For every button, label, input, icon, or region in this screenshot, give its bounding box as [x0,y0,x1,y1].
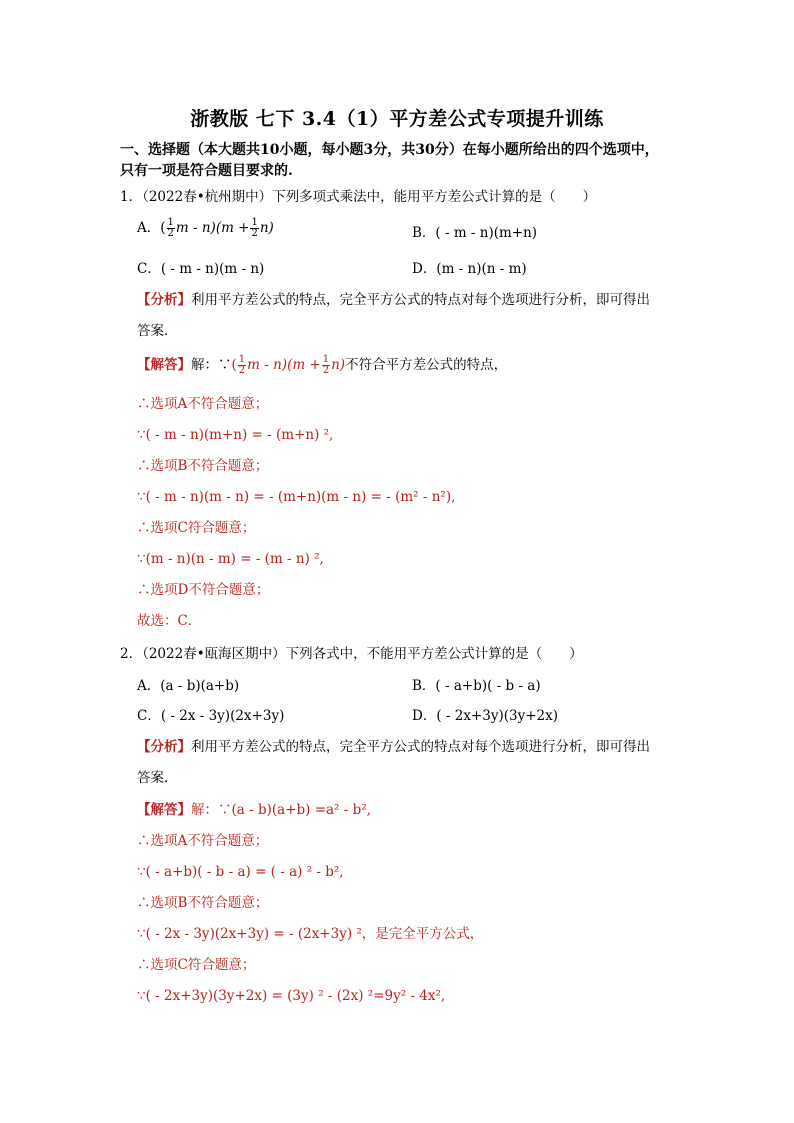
q2-answer [137,801,371,819]
q1-answer-tail: 不符合平方差公式的特点， [345,357,508,373]
section-header-line2: 只有一项是符合题目要求的. [120,163,293,179]
q1-step-1: ∴选项A不符合题意； [137,396,269,412]
q2-step-6: ∵( - 2x+3y)(3y+2x) = (3y) ² - (2x) ²=9y² - 4x², [137,988,446,1004]
q1-option-a-label: A． [137,220,161,236]
q1-step-8: 故选：C． [137,613,202,629]
q2-step-2: ∵( - a+b)( - b - a) = ( - a) ² - b², [137,864,344,880]
q2-step-5: ∴选项C符合题意； [137,957,256,973]
section-header-line1: 一、选择题（本大题共10小题，每小题3分，共30分）在每小题所给出的四个选项中， [120,142,659,158]
q2-step-4: ∵( - 2x - 3y)(2x+3y) = - (2x+3y) ²，是完全平方公式， [137,926,484,942]
q1-option-b: B．( - m - n)(m+n) [412,225,538,241]
q1-option-a-p3: n) [259,220,274,236]
q1-answer-tag: 【解答】 [137,357,191,373]
q2-option-a: A．(a - b)(a+b) [137,678,240,694]
q1-answer-intro: 解：∵ [191,357,232,373]
q1-answer-p1: ( [231,357,237,373]
q1-step-5: ∴选项C符合题意； [137,520,256,536]
q1-analysis-text-2: 答案． [137,323,178,339]
q1-option-c: C．( - m - n)(m - n) [137,261,265,277]
q1-step-6: ∵(m - n)(n - m) = - (m - n) ², [137,551,324,567]
q2-option-d: D．( - 2x+3y)(3y+2x) [412,708,558,724]
q1-answer-fraction-2: $\frac{1}{2}$ [322,354,330,376]
q2-analysis-tag: 【分析】 [137,739,191,755]
q2-answer-tag: 【解答】 [137,802,191,818]
q1-option-a-fraction: $\frac{1}{2}$ [167,217,174,239]
q1-answer-p2: m - n)(m + [247,357,321,373]
q1-option-d: D．(m - n)(n - m) [412,261,527,277]
q1-option-a-p1: ( [160,220,166,236]
q2-analysis [137,738,650,756]
q1-analysis [137,291,650,309]
q1-option-a-fraction-2: $\frac{1}{2}$ [251,217,258,239]
q2-option-c: C．( - 2x - 3y)(2x+3y) [137,708,285,724]
q2-step-3: ∴选项B不符合题意； [137,895,269,911]
q1-stem: 1．（2022春•杭州期中）下列多项式乘法中，能用平方差公式计算的是（ ） [120,189,597,205]
q1-analysis-tag: 【分析】 [137,292,191,308]
q2-step-1: ∴选项A不符合题意； [137,833,269,849]
section-header [120,140,680,182]
q1-step-3: ∴选项B不符合题意； [137,458,269,474]
q2-stem: 2．（2022春•瓯海区期中）下列各式中，不能用平方差公式计算的是（ ） [120,646,583,662]
q1-option-a-p2: m - n)(m + [175,220,250,236]
q2-option-b: B．( - a+b)( - b - a) [412,678,541,694]
q1-analysis-text: 利用平方差公式的特点，完全平方公式的特点对每个选项进行分析，即可得出 [191,292,650,308]
q1-step-7: ∴选项D不符合题意； [137,582,270,598]
q2-analysis-text-2: 答案． [137,770,178,786]
q1-option-a [137,218,274,239]
page-title: 浙教版 七下 3.4（1）平方差公式专项提升训练 [190,108,604,130]
q1-step-4: ∵( - m - n)(m - n) = - (m+n)(m - n) = - (m² - n²), [137,489,456,505]
q1-answer [137,355,507,376]
q1-answer-p3: n) [331,357,346,373]
q1-answer-fraction: $\frac{1}{2}$ [238,354,246,376]
q1-step-2: ∵( - m - n)(m+n) = - (m+n) ², [137,427,334,443]
q2-analysis-text: 利用平方差公式的特点，完全平方公式的特点对每个选项进行分析，即可得出 [191,739,650,755]
q2-answer-line-1: 解：∵(a - b)(a+b) =a² - b², [191,802,371,818]
